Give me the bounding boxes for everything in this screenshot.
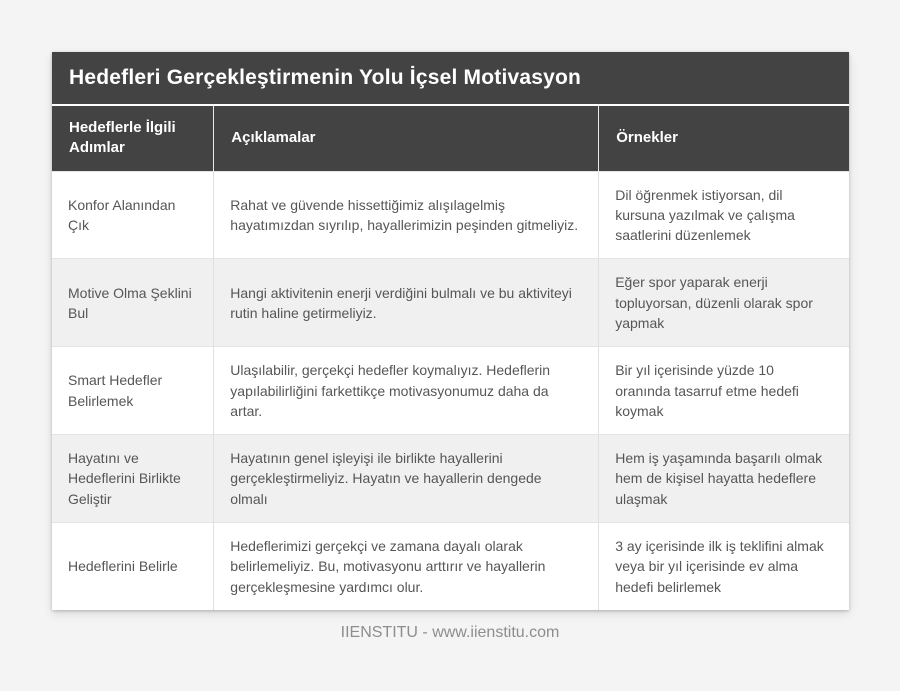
table-row [52, 171, 849, 259]
step-cell: Smart Hedefler Belirlemek [52, 347, 214, 435]
step-cell: Konfor Alanından Çık [52, 171, 214, 259]
table-header-row [52, 106, 849, 171]
step-cell: Hayatını ve Hedeflerini Birlikte Geliştir [52, 435, 214, 523]
description-cell: Rahat ve güvende hissettiğimiz alışılagelmiş hayatımızdan sıyrılıp, hayallerimizin peşinden gitmeliyiz. [214, 171, 599, 259]
table-row [52, 523, 849, 610]
example-cell: 3 ay içerisinde ilk iş teklifini almak veya bir yıl içerisinde ev alma hedefi belirlemek [599, 523, 849, 610]
column-header-steps: Hedeflerle İlgili Adımlar [52, 106, 214, 171]
motivation-table-card [52, 52, 849, 610]
description-cell: Hayatının genel işleyişi ile birlikte hayallerini gerçekleştirmeliyiz. Hayatın ve hayallerin dengede olmalı [214, 435, 599, 523]
goals-table [52, 106, 849, 610]
description-cell: Hedeflerimizi gerçekçi ve zamana dayalı olarak belirlemeliyiz. Bu, motivasyonu arttırır ve hayallerin gerçekleşmesine yardımcı olur. [214, 523, 599, 610]
example-cell: Eğer spor yaparak enerji topluyorsan, düzenli olarak spor yapmak [599, 259, 849, 347]
column-header-descriptions: Açıklamalar [214, 106, 599, 171]
table-row [52, 259, 849, 347]
table-row [52, 347, 849, 435]
step-cell: Hedeflerini Belirle [52, 523, 214, 610]
example-cell: Hem iş yaşamında başarılı olmak hem de kişisel hayatta hedeflere ulaşmak [599, 435, 849, 523]
column-header-examples: Örnekler [599, 106, 849, 171]
step-cell: Motive Olma Şeklini Bul [52, 259, 214, 347]
page-title: Hedefleri Gerçekleştirmenin Yolu İçsel Motivasyon [52, 52, 849, 106]
description-cell: Ulaşılabilir, gerçekçi hedefler koymalıyız. Hedeflerin yapılabilirliğini farkettikçe motivasyonumuz daha da artar. [214, 347, 599, 435]
table-row [52, 435, 849, 523]
example-cell: Bir yıl içerisinde yüzde 10 oranında tasarruf etme hedefi koymak [599, 347, 849, 435]
footer-credit: IIENSTITU - www.iienstitu.com [340, 623, 560, 641]
description-cell: Hangi aktivitenin enerji verdiğini bulmalı ve bu aktiviteyi rutin haline getirmeliyiz. [214, 259, 599, 347]
example-cell: Dil öğrenmek istiyorsan, dil kursuna yazılmak ve çalışma saatlerini düzenlemek [599, 171, 849, 259]
